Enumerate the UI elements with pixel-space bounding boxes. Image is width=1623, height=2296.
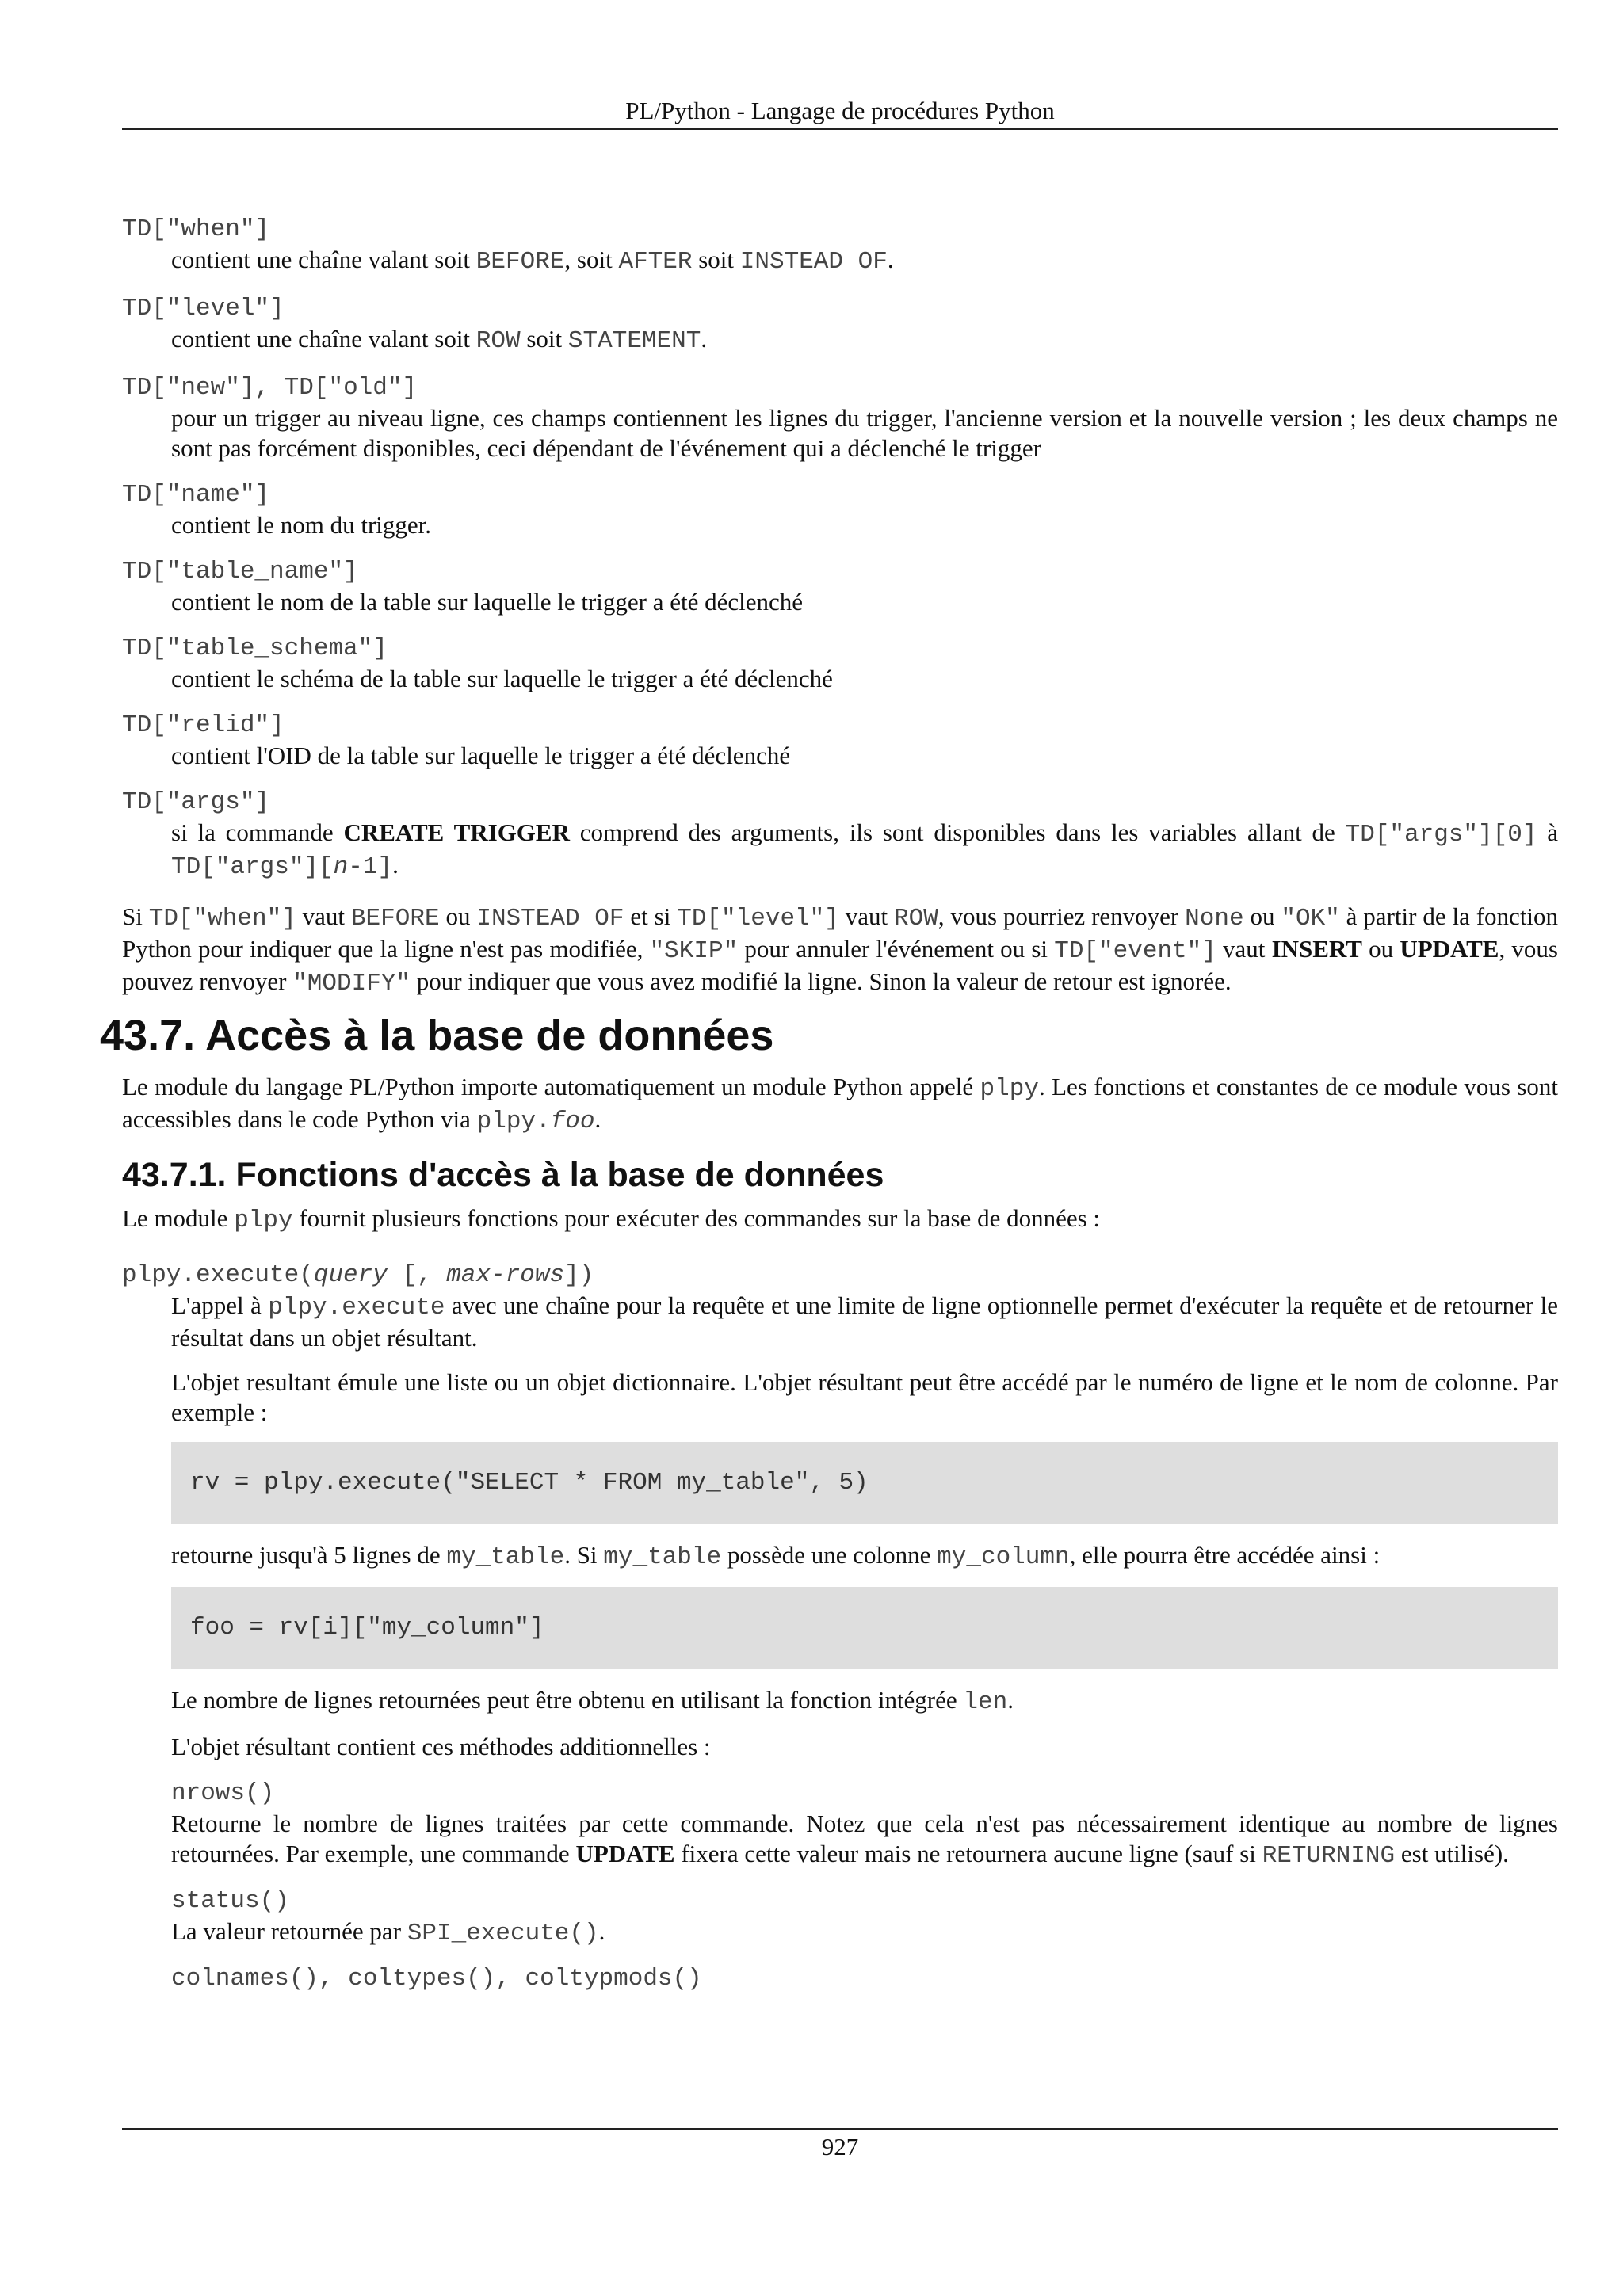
text: pour annuler l'événement ou si: [738, 935, 1055, 963]
methods-intro: L'objet résultant contient ces méthodes additionnelles :: [171, 1733, 711, 1760]
execute-description-continued: [171, 1540, 1558, 1573]
code-var: n: [333, 853, 349, 881]
text: , vous pourriez renvoyer: [938, 902, 1186, 930]
separator: ,: [319, 1965, 349, 1993]
command: UPDATE: [1400, 935, 1499, 963]
text: à partir de la fonction Python pour indiquer que la ligne n'est pas modifiée,: [122, 902, 1559, 963]
text: L'appel à: [171, 1291, 269, 1319]
td-when-desc: [171, 245, 1558, 277]
code: len: [963, 1688, 1008, 1716]
text: soit: [692, 246, 740, 273]
code: AFTER: [618, 248, 693, 276]
code: coltypes(): [348, 1965, 496, 1993]
code: TD["new"]: [122, 374, 255, 402]
header-rule: [122, 128, 1558, 130]
method-status-term: [171, 1884, 1558, 1917]
text: avec une chaîne pour la requête et une limite de ligne optionnelle permet d'exécuter la requête et de retourner le résultat dans un objet résultant.: [171, 1291, 1558, 1352]
code: plpy.execute(: [122, 1261, 314, 1289]
text: pour indiquer que vous avez modifié la ligne. Sinon la valeur de retour est ignorée.: [411, 967, 1232, 995]
code: TD["level"]: [677, 905, 839, 933]
td-level-term: [122, 292, 1558, 324]
text: , vous pouvez renvoyer: [122, 935, 1558, 995]
td-relid-term: [122, 708, 1558, 741]
result-description: [171, 1685, 1558, 1994]
td-args-term: [122, 785, 1558, 818]
text: Le module du langage PL/Python importe automatiquement un module Python appelé: [122, 1073, 980, 1100]
separator: ,: [495, 1965, 525, 1993]
code: "SKIP": [649, 937, 739, 965]
execute-paragraph-1: [171, 1291, 1558, 1353]
code: my_column: [937, 1543, 1070, 1571]
text: .: [392, 851, 399, 879]
code: coltypmods(): [525, 1965, 702, 1993]
code: RETURNING: [1262, 1842, 1396, 1870]
text: ou: [439, 902, 477, 930]
command: UPDATE: [575, 1840, 675, 1867]
code: ]): [564, 1261, 594, 1289]
page-number: 927: [821, 2133, 859, 2161]
code: STATEMENT: [567, 327, 701, 355]
td-table-name-term: [122, 555, 1558, 587]
code: TD["when"]: [148, 905, 296, 933]
code: status(): [171, 1887, 289, 1915]
text: vaut: [296, 902, 351, 930]
section-intro: [122, 1072, 1558, 1137]
text: contient une chaîne valant soit: [171, 246, 476, 273]
text: à: [1537, 818, 1558, 846]
code: -1]: [348, 853, 393, 881]
text: ou: [1243, 902, 1281, 930]
code: INSTEAD OF: [476, 905, 624, 933]
text: possède une colonne: [721, 1541, 938, 1569]
code: nrows(): [171, 1779, 275, 1807]
code-var: foo: [550, 1108, 595, 1135]
code: my_table: [603, 1543, 722, 1571]
code: SPI_execute(): [407, 1920, 599, 1947]
code: TD["old"]: [284, 374, 418, 402]
method-status-desc: [171, 1917, 1558, 1949]
code: plpy: [980, 1075, 1039, 1103]
text: vaut: [1216, 935, 1272, 963]
text: soit: [520, 325, 568, 353]
code: TD["args"][: [171, 853, 334, 881]
section-heading: 43.7. Accès à la base de données: [100, 1012, 774, 1059]
method-colnames-term: [171, 1962, 1558, 1994]
code-var: query: [313, 1261, 388, 1289]
code: plpy: [234, 1207, 293, 1234]
td-table-name-desc: contient le nom de la table sur laquelle le trigger a été déclenché: [171, 588, 804, 616]
trigger-return-paragraph: [122, 902, 1558, 999]
td-args-desc: [171, 818, 1558, 883]
text: ou: [1361, 935, 1400, 963]
code-block-access: foo = rv[i]["my_column"]: [171, 1587, 1558, 1669]
code: BEFORE: [475, 248, 565, 276]
methods-list: [171, 1776, 1558, 1994]
page-header: PL/Python - Langage de procédures Python: [625, 97, 1055, 124]
code: TD["args"]: [122, 788, 270, 816]
command: INSERT: [1271, 935, 1362, 963]
execute-paragraph-3: [171, 1540, 1558, 1573]
code-var: max-rows: [446, 1261, 565, 1289]
code: TD["table_name"]: [122, 558, 358, 585]
code: plpy.execute: [268, 1294, 445, 1322]
page-content: [100, 212, 1559, 1994]
td-name-desc: contient le nom du trigger.: [171, 511, 432, 539]
td-relid-desc: contient l'OID de la table sur laquelle le trigger a été déclenché: [171, 742, 791, 769]
text: .: [598, 1917, 605, 1945]
code-block-execute: rv = plpy.execute("SELECT * FROM my_table", 5): [171, 1442, 1558, 1524]
td-when-term: [122, 212, 1558, 245]
execute-term: [122, 1258, 1558, 1291]
len-paragraph: [171, 1685, 1558, 1718]
text: La valeur retournée par: [171, 1917, 407, 1945]
text: comprend des arguments, ils sont disponibles dans les variables allant de: [569, 818, 1346, 846]
code: plpy.: [476, 1108, 551, 1135]
code: my_table: [446, 1543, 565, 1571]
code: None: [1185, 905, 1244, 933]
text: . Les fonctions et constantes de ce module vous sont accessibles dans le code Python via: [122, 1073, 1559, 1133]
td-level-code: TD["level"]: [122, 295, 285, 322]
command: CREATE TRIGGER: [343, 818, 570, 846]
td-table-schema-term: [122, 631, 1558, 664]
code: "MODIFY": [292, 970, 411, 997]
text: Retourne le nombre de lignes traitées par cette commande. Notez que cela n'est pas nécessairement identique au nombre de lignes retournées. Par exemple, une commande: [171, 1810, 1558, 1867]
footer-rule: [122, 2128, 1558, 2130]
text: , elle pourra être accédée ainsi :: [1069, 1541, 1381, 1569]
text: . Si: [564, 1541, 604, 1569]
td-table-schema-desc: contient le schéma de la table sur laquelle le trigger a été déclenché: [171, 665, 833, 692]
text: Si: [122, 902, 149, 930]
code: TD["relid"]: [122, 711, 285, 739]
separator: ,: [254, 374, 285, 402]
method-nrows-desc: [171, 1809, 1558, 1871]
text: , soit: [564, 246, 619, 273]
td-when-code: TD["when"]: [122, 215, 270, 243]
code: "OK": [1281, 905, 1340, 933]
subsection-intro: [122, 1203, 1558, 1236]
td-name-term: [122, 478, 1558, 510]
execute-paragraph-2: L'objet resultant émule une liste ou un objet dictionnaire. L'objet résultant peut être accédé par le numéro de ligne et le nom de colonne. Par exemple :: [171, 1368, 1558, 1426]
text: Le nombre de lignes retournées peut être obtenu en utilisant la fonction intégrée: [171, 1686, 964, 1714]
text: est utilisé).: [1395, 1840, 1509, 1867]
code: TD["args"][0]: [1345, 821, 1537, 849]
code: ROW: [475, 327, 521, 355]
text: contient une chaîne valant soit: [171, 325, 476, 353]
code: TD["name"]: [122, 481, 270, 509]
text: si la commande: [171, 818, 344, 846]
text: retourne jusqu'à 5 lignes de: [171, 1541, 447, 1569]
execute-description: [171, 1291, 1558, 1428]
td-level-desc: [171, 324, 1558, 357]
subsection-heading: 43.7.1. Fonctions d'accès à la base de données: [122, 1156, 884, 1194]
code: ROW: [894, 905, 938, 933]
text: fournit plusieurs fonctions pour exécuter des commandes sur la base de données :: [292, 1204, 1101, 1232]
td-new-old-term: [122, 371, 1558, 403]
code: [,: [387, 1261, 447, 1289]
text: vaut: [838, 902, 895, 930]
code: TD["event"]: [1054, 937, 1216, 965]
code: TD["table_schema"]: [122, 635, 388, 662]
td-new-old-desc: pour un trigger au niveau ligne, ces champs contiennent les lignes du trigger, l'ancienne version et la nouvelle version ; les deux champs ne sont pas forcément disponibles, ceci dépendant de l'événement qui a déclenché le trigger: [171, 404, 1558, 462]
trigger-dict-list: [122, 212, 1558, 883]
code: colnames(): [171, 1965, 319, 1993]
text: Le module: [122, 1204, 235, 1232]
text: fixera cette valeur mais ne retournera aucune ligne (sauf si: [674, 1840, 1262, 1867]
text: et si: [624, 902, 678, 930]
text: .: [887, 246, 894, 273]
code: BEFORE: [350, 905, 440, 933]
text: .: [594, 1105, 601, 1133]
text: .: [701, 325, 708, 353]
method-nrows-term: [171, 1776, 1558, 1809]
code: INSTEAD OF: [739, 248, 888, 276]
text: .: [1007, 1686, 1014, 1714]
